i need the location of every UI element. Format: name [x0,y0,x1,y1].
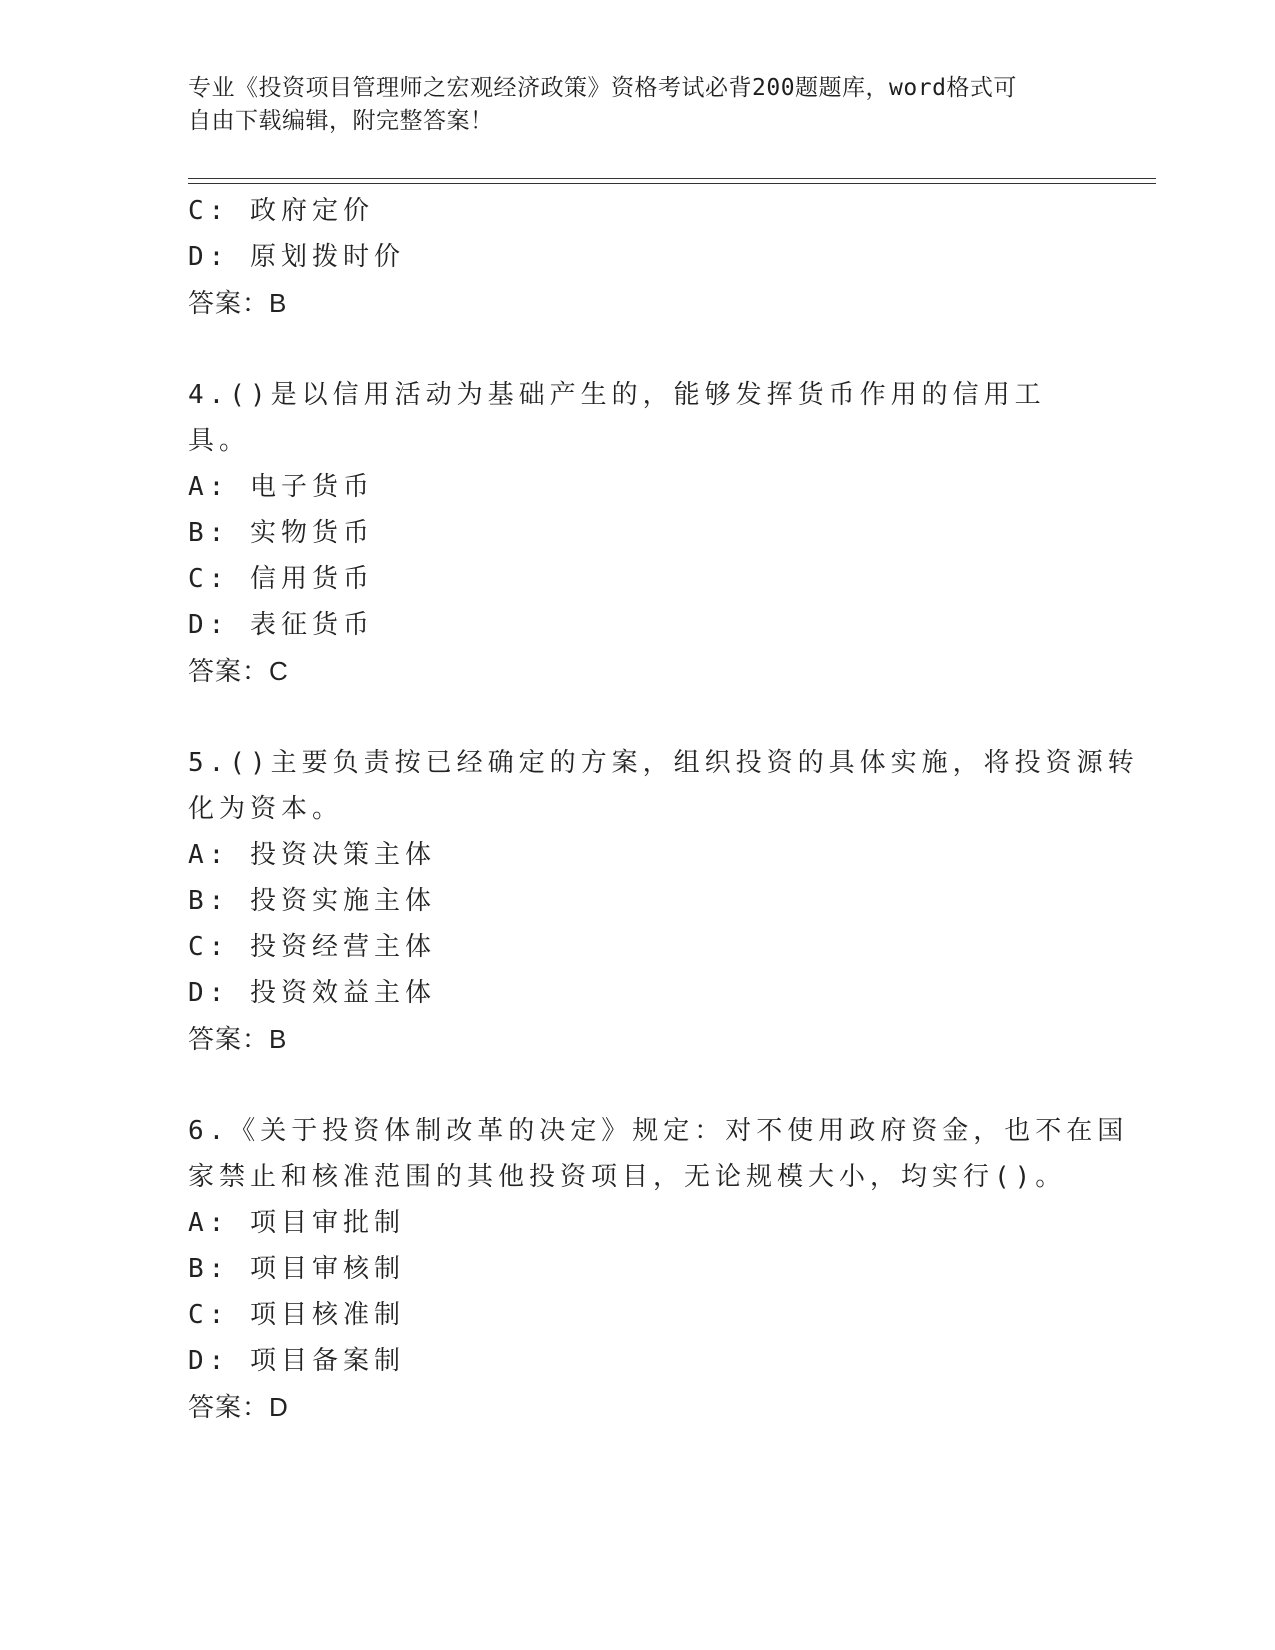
document-header [188,72,1068,138]
question-text-line-2: 化为资本。 [188,794,344,824]
option-a [188,464,1088,510]
question-text: 4.()是以信用活动为基础产生的，能够发挥货币作用的信用工具。 [188,380,1046,456]
spacer [188,326,1088,372]
spacer [188,694,1088,740]
option-key: C: [188,932,230,962]
option-text: 项目审批制 [249,1208,405,1238]
option-text: 项目备案制 [249,1346,405,1376]
answer-line: 答案：D [188,1392,289,1422]
header-line-2: 自由下载编辑，附完整答案！ [188,108,494,134]
option-d [188,234,1088,280]
answer-line: 答案：B [188,1024,288,1054]
option-c [188,1292,1088,1338]
option-text: 表征货币 [249,610,374,640]
option-key: A: [188,1208,230,1238]
header-line-1: 专业《投资项目管理师之宏观经济政策》资格考试必背200题题库，word格式可 [188,75,1017,101]
option-key: D: [188,610,230,640]
option-text: 电子货币 [249,472,374,502]
option-c [188,924,1088,970]
option-b [188,878,1088,924]
option-key: C: [188,1300,230,1330]
option-text: 投资效益主体 [249,978,436,1008]
header-rule-top [188,178,1156,179]
option-b [188,1246,1088,1292]
option-text: 信用货币 [249,564,374,594]
option-d [188,970,1088,1016]
option-key: A: [188,840,230,870]
option-a [188,1200,1088,1246]
option-d [188,1338,1088,1384]
question-3-tail [188,188,1088,326]
option-key: C: [188,564,230,594]
option-key: B: [188,1254,230,1284]
option-key: B: [188,518,230,548]
question-text-line-1: 5.()主要负责按已经确定的方案，组织投资的具体实施，将投资源转 [188,748,1139,778]
option-text: 政府定价 [249,196,374,226]
option-text: 项目核准制 [249,1300,405,1330]
header-rule-bottom [188,183,1156,184]
option-a [188,832,1088,878]
question-text-line-2: 家禁止和核准范围的其他投资项目，无论规模大小，均实行()。 [188,1162,1067,1192]
option-key: A: [188,472,230,502]
answer-line: 答案：C [188,656,289,686]
question-6 [188,1108,1129,1430]
option-key: D: [188,242,230,272]
spacer [188,1062,1088,1108]
option-c [188,188,1088,234]
answer-line: 答案：B [188,288,288,318]
option-key: C: [188,196,230,226]
option-key: B: [188,886,230,916]
option-key: D: [188,1346,230,1376]
option-text: 原划拨时价 [249,242,405,272]
question-list [188,188,1139,1430]
option-key: D: [188,978,230,1008]
option-text: 项目审核制 [249,1254,405,1284]
option-b [188,510,1088,556]
question-text-line-1: 6.《关于投资体制改革的决定》规定：对不使用政府资金，也不在国 [188,1116,1129,1146]
question-4 [188,372,1088,694]
option-text: 实物货币 [249,518,374,548]
option-text: 投资经营主体 [249,932,436,962]
option-c [188,556,1088,602]
option-text: 投资决策主体 [249,840,436,870]
question-5 [188,740,1139,1062]
option-text: 投资实施主体 [249,886,436,916]
option-d [188,602,1088,648]
